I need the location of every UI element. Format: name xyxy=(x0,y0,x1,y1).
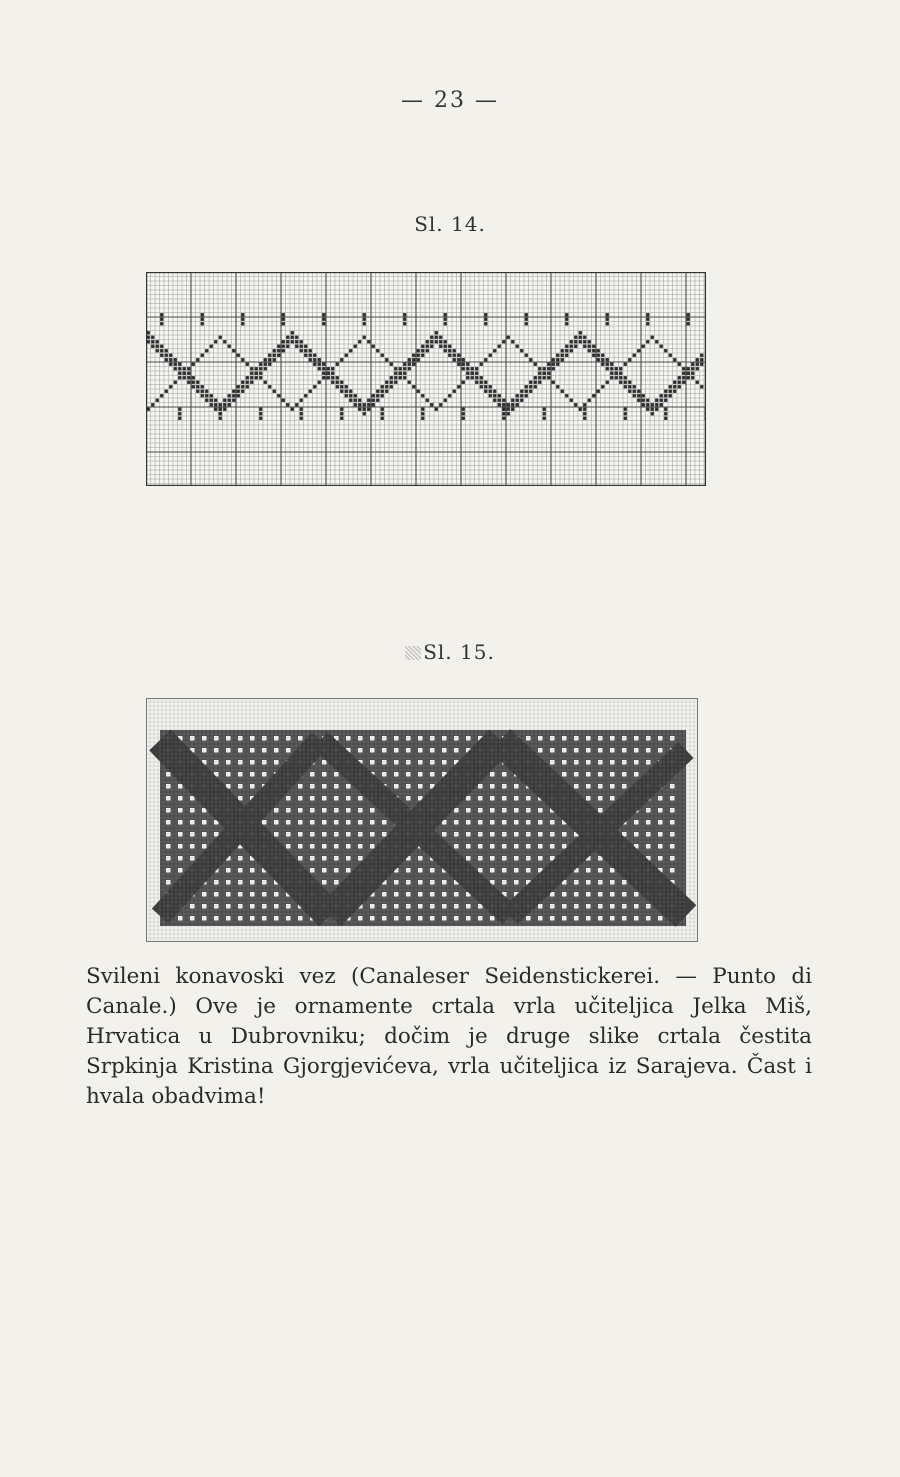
figure-15-caption-row xyxy=(0,640,900,664)
figure-14-caption: Sl. 14. xyxy=(414,212,486,236)
figure-15-embroidery-pattern xyxy=(146,698,698,942)
ink-stain-mark xyxy=(405,646,421,660)
page-number: — 23 — xyxy=(401,88,499,113)
body-paragraph-text: Svileni konavoski vez (Canaleser Seidenstickerei. — Punto di Canale.) Ove je ornamente crtala vrla učiteljica Jelka Miš, Hrvatica u Dubrovniku; dočim je druge slike crtala čestita Srpkinja Kristina Gjorgjevićeva, vrla učiteljica iz Sarajeva. Čast i hvala obadvima! xyxy=(86,964,812,1109)
figure-15-caption: Sl. 15. xyxy=(423,640,495,664)
figure-14-embroidery-pattern xyxy=(146,272,706,486)
figure-15-grid-image xyxy=(146,698,698,942)
figure-14-grid-image xyxy=(146,272,706,486)
body-paragraph xyxy=(86,962,812,1112)
